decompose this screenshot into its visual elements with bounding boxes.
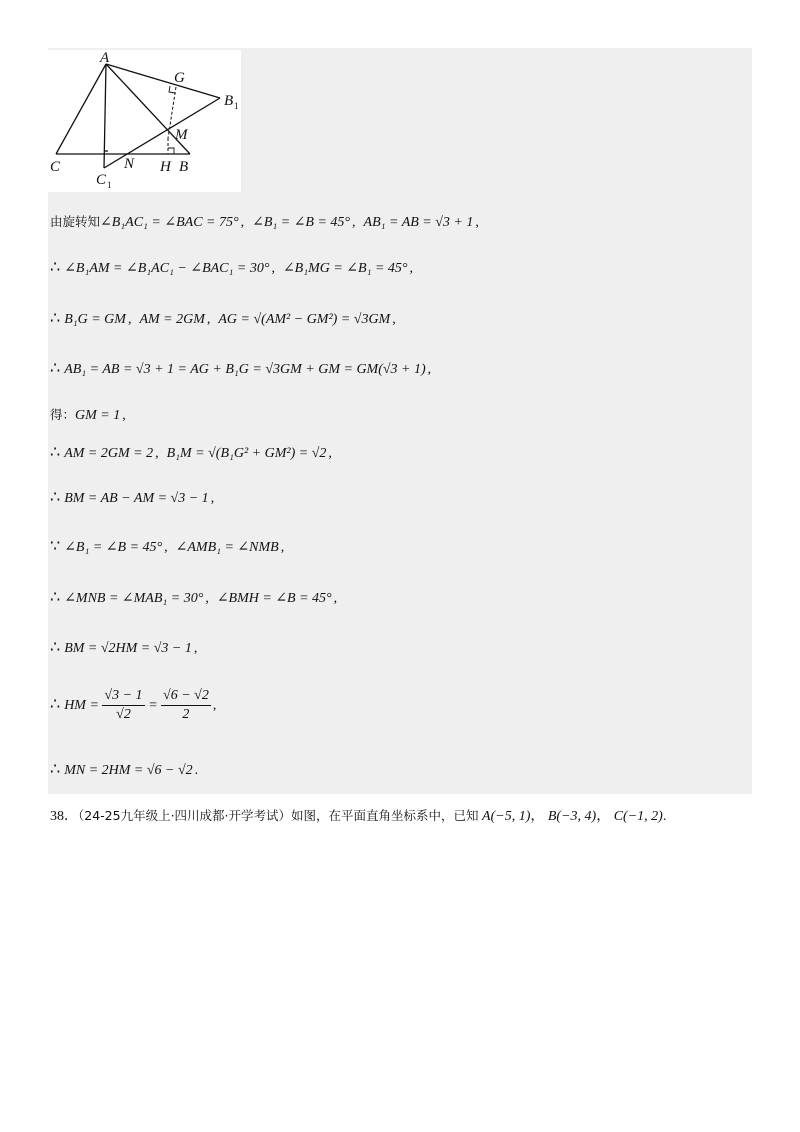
question-number: 38． <box>50 809 78 824</box>
geometry-figure <box>48 50 241 192</box>
point-A: A(−5, 1) <box>482 809 531 824</box>
solution-line-7: ∴ BM = AB − AM = √3 − 1 , <box>50 489 215 506</box>
segment-AB1 <box>106 64 220 98</box>
fraction-2: $\frac{√6 - √2}{2}$ <box>163 688 209 723</box>
question-38: 38．（24-25九年级上·四川成都·开学考试）如图，在平面直角坐标系中，已知 A(−5, 1)， B(−3, 4)， C(−1, 2). <box>50 808 667 824</box>
solution-line-1: 由旋转知∠B₁AC₁ = ∠BAC = 75° , ∠B₁ = ∠B = 45° , AB₁ = AB = √3 + 1 , <box>50 214 479 230</box>
label-C: C <box>50 159 61 175</box>
question-source: （24-25九年级上·四川成都·开学考试） <box>78 808 292 823</box>
solution-line-10: ∴ BM = √2HM = √3 − 1 , <box>50 639 198 656</box>
point-C: C(−1, 2) <box>613 809 663 824</box>
label-M: M <box>175 127 188 143</box>
solution-line-4: ∴ AB₁ = AB = √3 + 1 = AG + B₁G = √3GM + GM = GM(√3 + 1) , <box>50 360 432 377</box>
segment-AC1 <box>104 64 106 168</box>
right-angle-mark-H <box>168 148 174 154</box>
right-angle-mark-G <box>169 86 175 93</box>
label-G: G <box>174 70 185 86</box>
label-B: B <box>179 159 189 175</box>
triangle-diagram <box>48 50 241 192</box>
label-B1-sub: 1 <box>234 101 239 111</box>
segment-B1C1 <box>104 98 220 168</box>
solution-line-2: ∴ ∠B₁AM = ∠B₁AC₁ − ∠BAC₁ = 30° , ∠B₁MG = ∠B₁ = 45° , <box>50 259 414 276</box>
segment-AC <box>56 64 106 154</box>
solution-line-9: ∴ ∠MNB = ∠MAB₁ = 30° , ∠BMH = ∠B = 45° , <box>50 589 338 606</box>
question-text: 如图，在平面直角坐标系中，已知 <box>291 808 479 823</box>
point-B: B(−3, 4) <box>547 809 597 824</box>
solution-line-3: ∴ B₁G = GM , AM = 2GM , AG = √(AM² − GM²) = √3GM , <box>50 310 396 327</box>
label-C1: C <box>96 172 107 188</box>
label-H: H <box>160 159 171 175</box>
fraction-1: $\frac{√3 - 1}{√2}$ <box>104 688 143 723</box>
label-C1-sub: 1 <box>107 180 112 190</box>
solution-line-5: 得：GM = 1 , <box>50 407 126 423</box>
solution-line-12: ∴ MN = 2HM = √6 − √2 . <box>50 761 199 778</box>
solution-line-11: ∴ HM = $\frac{√3 - 1}{√2}$ = $\frac{√6 - √2}{2}$ , <box>50 688 217 723</box>
solution-line-8: ∵ ∠B₁ = ∠B = 45° , ∠AMB₁ = ∠NMB , <box>50 538 285 555</box>
label-A: A <box>100 50 110 66</box>
label-B1: B <box>224 93 234 109</box>
solution-line-6: ∴ AM = 2GM = 2 , B₁M = √(B₁G² + GM²) = √2 , <box>50 444 332 461</box>
label-N: N <box>124 156 135 172</box>
